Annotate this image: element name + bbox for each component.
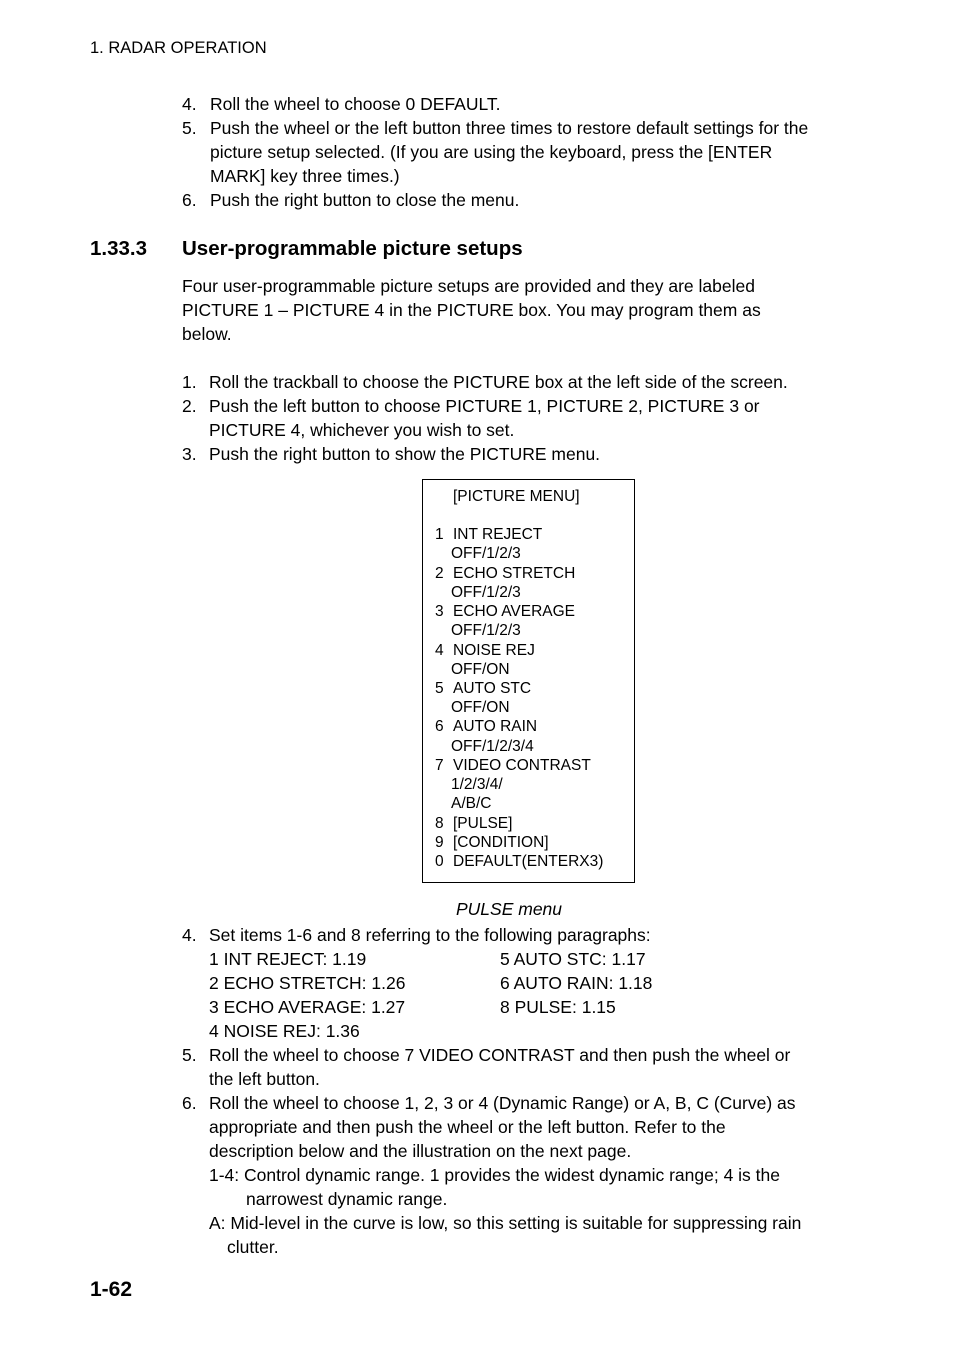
menu-item-number: 8 xyxy=(435,815,444,832)
description-line: A: Mid-level in the curve is low, so this setting is suitable for suppressing rain xyxy=(209,1213,802,1233)
step-text: Set items 1-6 and 8 referring to the following paragraphs: xyxy=(209,925,651,945)
step-number: 4. xyxy=(182,94,197,114)
step-text: Push the right button to show the PICTURE menu. xyxy=(209,444,601,464)
step-number: 6. xyxy=(182,190,197,210)
menu-item-number: 2 xyxy=(435,565,444,582)
step-text: Push the right button to close the menu. xyxy=(210,190,520,210)
step-text: Roll the trackball to choose the PICTURE box at the left side of the screen. xyxy=(209,372,788,392)
step-text: Roll the wheel to choose 0 DEFAULT. xyxy=(210,94,501,114)
menu-item-label: INT REJECT xyxy=(453,526,543,543)
menu-item-options: OFF/ON xyxy=(451,661,510,678)
ref-left: 3 ECHO AVERAGE: 1.27 xyxy=(209,997,406,1017)
ref-right: 6 AUTO RAIN: 1.18 xyxy=(500,973,653,993)
menu-item-label: DEFAULT(ENTERX3) xyxy=(453,853,604,870)
intro-line: PICTURE 1 – PICTURE 4 in the PICTURE box. You may program them as xyxy=(182,300,761,320)
menu-item-number: 0 xyxy=(435,853,444,870)
step-text: appropriate and then push the wheel or the left button. Refer to the xyxy=(209,1117,726,1137)
menu-item-number: 4 xyxy=(435,642,444,659)
menu-item-options: OFF/1/2/3 xyxy=(451,584,521,601)
step-number: 6. xyxy=(182,1093,197,1113)
menu-item-label: ECHO STRETCH xyxy=(453,565,576,582)
menu-item-number: 6 xyxy=(435,718,444,735)
menu-item-number: 1 xyxy=(435,526,444,543)
ref-left: 1 INT REJECT: 1.19 xyxy=(209,949,367,969)
menu-item-number: 5 xyxy=(435,680,444,697)
step-text: MARK] key three times.) xyxy=(210,166,400,186)
menu-caption: PULSE menu xyxy=(456,899,563,919)
menu-item-label: AUTO RAIN xyxy=(453,718,538,735)
step-text: Roll the wheel to choose 1, 2, 3 or 4 (Dynamic Range) or A, B, C (Curve) as xyxy=(209,1093,796,1113)
menu-item-number: 3 xyxy=(435,603,444,620)
menu-item-options: OFF/1/2/3 xyxy=(451,545,521,562)
description-line: 1-4: Control dynamic range. 1 provides the widest dynamic range; 4 is the xyxy=(209,1165,780,1185)
step-text: the left button. xyxy=(209,1069,320,1089)
menu-item-label: ECHO AVERAGE xyxy=(453,603,576,620)
step-number: 5. xyxy=(182,1045,197,1065)
menu-item-options: 1/2/3/4/ xyxy=(451,776,503,793)
menu-item-label: VIDEO CONTRAST xyxy=(453,757,591,774)
step-text: description below and the illustration on the next page. xyxy=(209,1141,632,1161)
menu-title: [PICTURE MENU] xyxy=(453,488,580,505)
ref-left: 4 NOISE REJ: 1.36 xyxy=(209,1021,360,1041)
step-number: 4. xyxy=(182,925,197,945)
step-number: 3. xyxy=(182,444,197,464)
menu-item-label: [PULSE] xyxy=(453,815,513,832)
step-number: 1. xyxy=(182,372,197,392)
menu-item-options: OFF/1/2/3/4 xyxy=(451,738,534,755)
menu-item-options: A/B/C xyxy=(451,795,492,812)
picture-menu-box xyxy=(422,479,635,883)
running-header: 1. RADAR OPERATION xyxy=(90,39,267,57)
description-line: narrowest dynamic range. xyxy=(246,1189,448,1209)
description-line: clutter. xyxy=(227,1237,279,1257)
step-number: 2. xyxy=(182,396,197,416)
step-text: Push the wheel or the left button three times to restore default settings for the xyxy=(210,118,809,138)
ref-right: 8 PULSE: 1.15 xyxy=(500,997,616,1017)
step-text: picture setup selected. (If you are using the keyboard, press the [ENTER xyxy=(210,142,773,162)
page-number: 1-62 xyxy=(90,1278,133,1301)
step-text: Roll the wheel to choose 7 VIDEO CONTRAST and then push the wheel or xyxy=(209,1045,791,1065)
menu-item-options: OFF/ON xyxy=(451,699,510,716)
step-number: 5. xyxy=(182,118,197,138)
intro-line: Four user-programmable picture setups are provided and they are labeled xyxy=(182,276,755,296)
menu-item-number: 9 xyxy=(435,834,444,851)
ref-left: 2 ECHO STRETCH: 1.26 xyxy=(209,973,406,993)
menu-item-label: NOISE REJ xyxy=(453,642,535,659)
step-text: Push the left button to choose PICTURE 1, PICTURE 2, PICTURE 3 or xyxy=(209,396,760,416)
menu-item-label: AUTO STC xyxy=(453,680,532,697)
menu-item-number: 7 xyxy=(435,757,444,774)
section-title: User-programmable picture setups xyxy=(182,237,523,260)
ref-right: 5 AUTO STC: 1.17 xyxy=(500,949,646,969)
menu-item-options: OFF/1/2/3 xyxy=(451,622,521,639)
menu-item-label: [CONDITION] xyxy=(453,834,549,851)
intro-line: below. xyxy=(182,324,232,344)
step-text: PICTURE 4, whichever you wish to set. xyxy=(209,420,515,440)
section-number: 1.33.3 xyxy=(90,237,147,260)
